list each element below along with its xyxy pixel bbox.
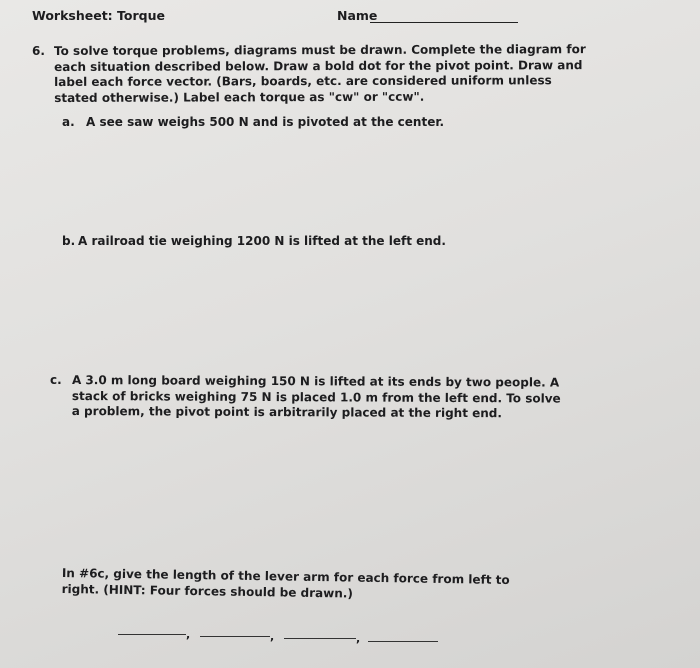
followup-line: In #6c, give the length of the lever arm for each force from left to [61, 566, 510, 588]
instruction-line: stated otherwise.) Label each torque as "cw" or "ccw". [54, 89, 425, 105]
part-c-line: stack of bricks weighing 75 N is placed 1.0 m from the left end. To solve [71, 388, 561, 406]
name-blank-line[interactable] [370, 22, 518, 23]
part-c-line: a problem, the pivot point is arbitrarily placed at the right end. [71, 403, 503, 421]
answer-blank-2[interactable] [200, 636, 270, 637]
followup-line: right. (HINT: Four forces should be drawn.) [61, 581, 353, 601]
name-label: Name [337, 8, 378, 23]
part-b-text: A railroad tie weighing 1200 N is lifted at the left end. [78, 234, 446, 248]
part-c-label: c. [50, 373, 62, 387]
answer-separator: , [270, 630, 275, 643]
answer-separator: , [186, 628, 191, 641]
followup-question [62, 566, 510, 604]
worksheet-title: Worksheet: Torque [32, 8, 165, 23]
part-b-label: b. [62, 234, 76, 248]
question-instructions [54, 42, 586, 106]
part-a-text: A see saw weighs 500 N and is pivoted at the center. [86, 115, 445, 129]
part-a-label: a. [62, 115, 75, 129]
question-number: 6. [32, 44, 45, 58]
instruction-line: each situation described below. Draw a bold dot for the pivot point. Draw and [54, 57, 583, 74]
answer-separator: , [356, 632, 361, 645]
answer-blank-1[interactable] [118, 634, 186, 635]
part-c-line: A 3.0 m long board weighing 150 N is lifted at its ends by two people. A [71, 373, 560, 390]
answer-blank-4[interactable] [368, 641, 438, 642]
instruction-line: To solve torque problems, diagrams must be drawn. Complete the diagram for [54, 42, 586, 58]
instruction-line: label each force vector. (Bars, boards, etc. are considered uniform unless [54, 73, 552, 89]
part-c-text [72, 373, 561, 422]
answer-blank-3[interactable] [284, 638, 356, 639]
